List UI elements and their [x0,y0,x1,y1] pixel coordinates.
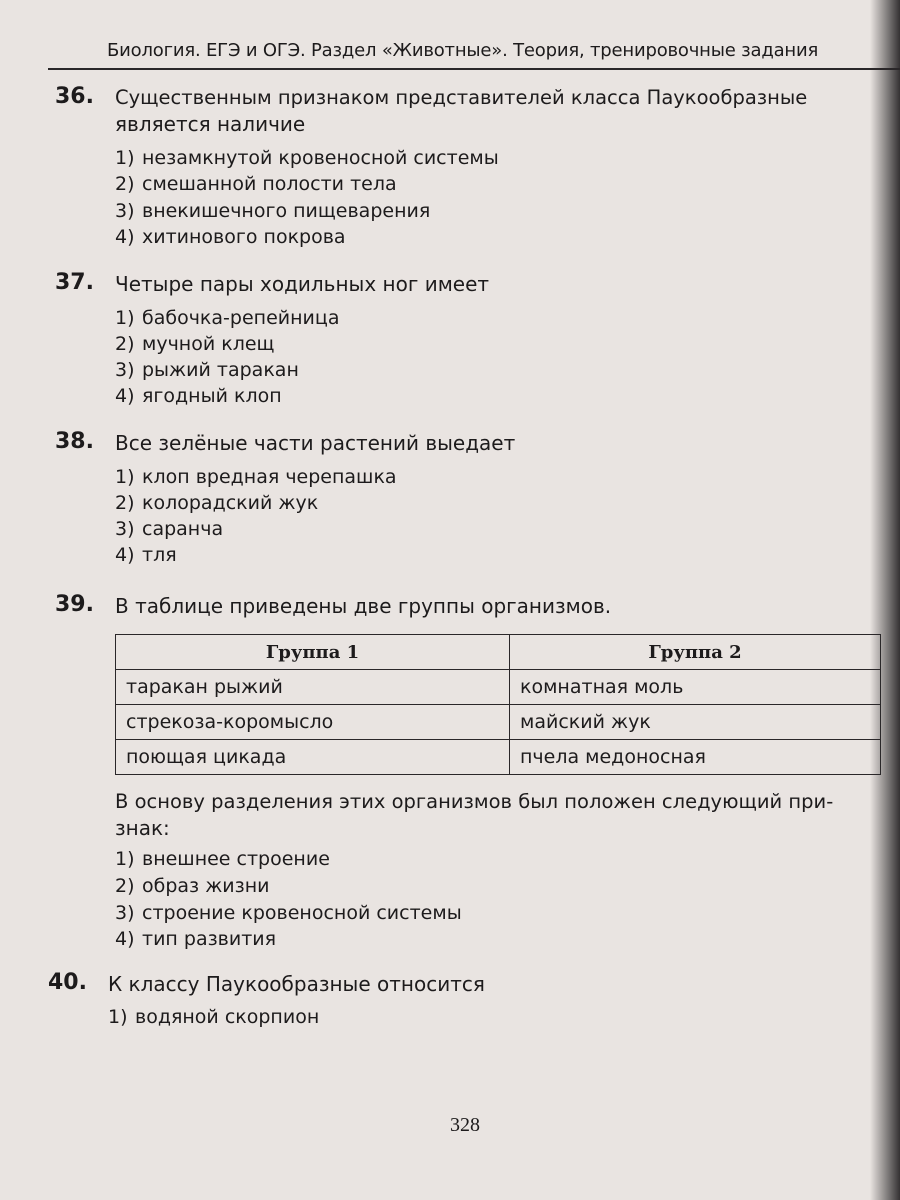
question-number: 37. [55,270,94,295]
answer-option: 1) незамкнутой кровеносной системы [115,147,499,169]
answer-option: 4) хитинового покрова [115,226,346,248]
question-text: К классу Паукообразные относится [108,972,485,996]
question-number: 40. [48,970,87,995]
table-cell: поющая цикада [116,740,510,775]
table-cell: майский жук [510,705,881,740]
table-row [116,740,881,775]
table-row [116,705,881,740]
organisms-table [115,634,881,775]
answer-option: 3) строение кровеносной системы [115,902,462,924]
question-text: Существенным признаком представителей класса Паукообразные [115,86,808,109]
table-cell: стрекоза-коромысло [116,705,510,740]
answer-option: 1) клоп вредная черепашка [115,466,397,488]
table-cell: пчела медоносная [510,740,881,775]
table-header: Группа 2 [510,635,881,670]
answer-option: 2) образ жизни [115,875,270,897]
question-text: Четыре пары ходильных ног имеет [115,272,490,296]
answer-option: 3) рыжий таракан [115,359,299,381]
answer-option: 2) мучной клещ [115,333,275,355]
page-edge-shadow [870,0,900,1200]
answer-option: 1) бабочка-репейница [115,307,340,329]
answer-option: 2) колорадский жук [115,492,319,514]
answer-option: 1) внешнее строение [115,848,330,870]
question-text: знак: [115,816,170,840]
answer-option: 4) ягодный клоп [115,385,282,407]
answer-option: 4) тля [115,544,177,566]
question-text: В основу разделения этих организмов был положен следующий при- [115,790,834,813]
table-header: Группа 1 [116,635,510,670]
answer-option: 2) смешанной полости тела [115,173,397,195]
question-number: 36. [55,84,94,109]
running-header: Биология. ЕГЭ и ОГЭ. Раздел «Животные». Теория, тренировочные задания [107,40,819,61]
table-cell: таракан рыжий [116,670,510,705]
question-number: 38. [55,429,94,454]
question-number: 39. [55,592,94,617]
page-number: 328 [450,1114,480,1136]
table-cell: комнатная моль [510,670,881,705]
table-row [116,670,881,705]
answer-option: 3) внекишечного пищеварения [115,200,431,222]
answer-option: 3) саранча [115,518,224,540]
question-text: является наличие [115,112,306,136]
answer-option: 1) водяной скорпион [108,1006,320,1028]
header-rule [48,68,900,70]
question-text: В таблице приведены две группы организмов. [115,594,612,618]
question-text: Все зелёные части растений выедает [115,431,516,455]
answer-option: 4) тип развития [115,928,277,950]
